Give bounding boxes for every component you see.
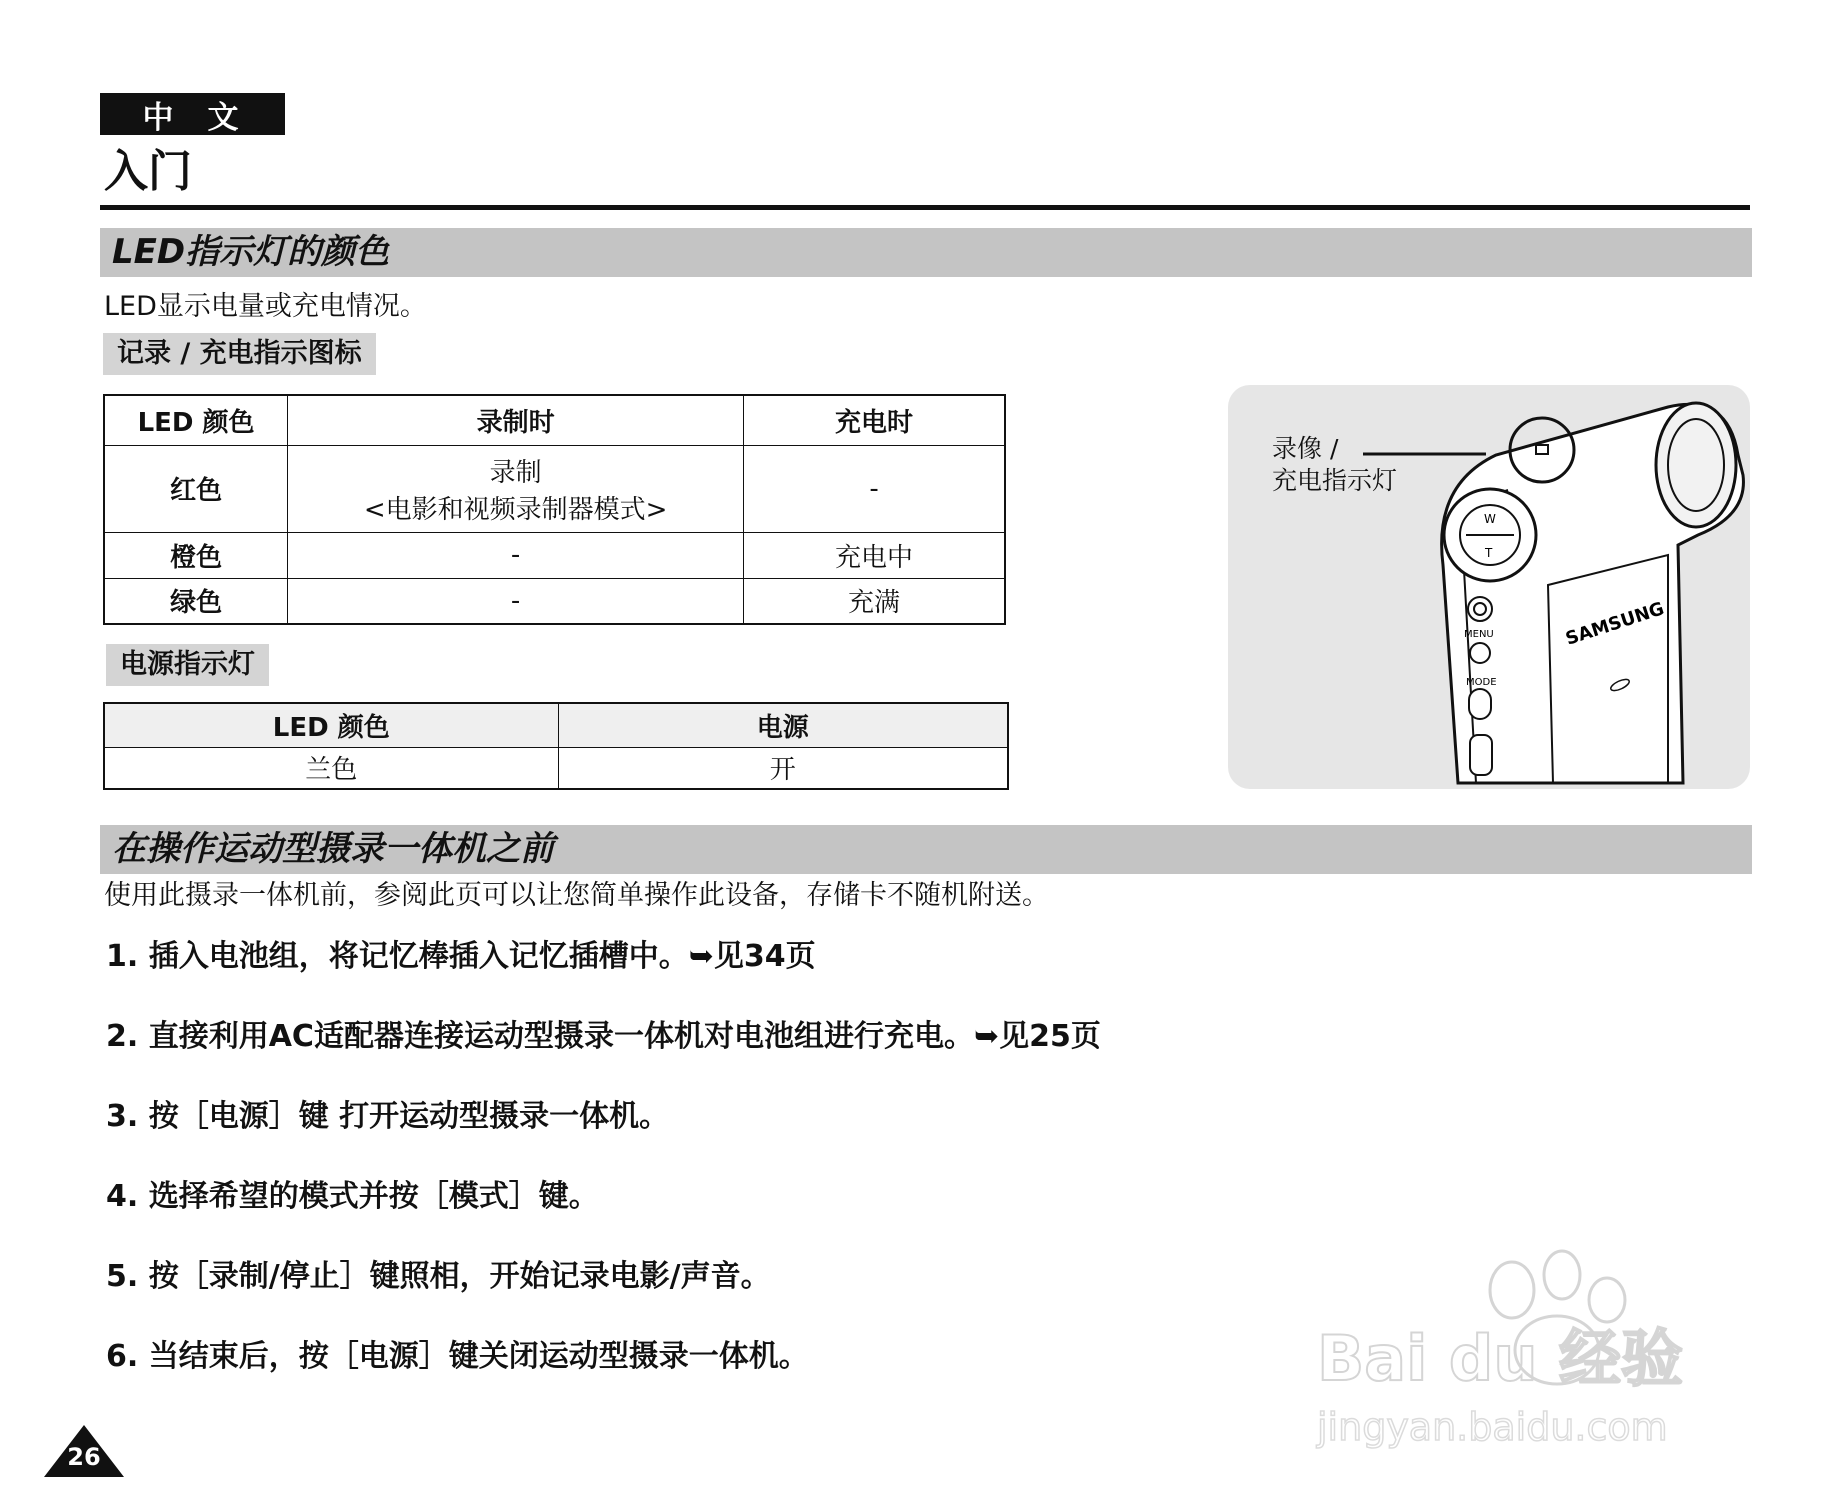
mode-label: MODE <box>1466 677 1497 688</box>
step-item: 2. 直接利用AC适配器连接运动型摄录一体机对电池组进行充电。➥见25页 <box>106 1019 1101 1054</box>
led-color-table <box>103 394 1006 625</box>
power-led-table <box>103 702 1009 790</box>
section-intro-before-use: 使用此摄录一体机前，参阅此页可以让您简单操作此设备，存储卡不随机附送。 <box>104 880 1049 911</box>
zoom-t-label: T <box>1485 546 1493 560</box>
callout-line: 录像 / <box>1272 434 1339 463</box>
table-cell: - <box>744 445 1005 532</box>
watermark-line2: jingyan.baidu.com <box>1317 1405 1668 1449</box>
mode-button <box>1469 689 1491 719</box>
table-cell: 充电中 <box>744 532 1005 578</box>
section-intro-led: LED显示电量或充电情况。 <box>104 291 427 322</box>
callout-line: 充电指示灯 <box>1272 466 1398 495</box>
baidu-watermark <box>1312 1240 1752 1455</box>
table-header: 录制时 <box>288 395 744 445</box>
table-header: LED 颜色 <box>104 703 558 747</box>
table-row <box>104 747 1008 789</box>
table-header: 电源 <box>558 703 1008 747</box>
table-cell: 兰色 <box>104 747 558 789</box>
table-cell: 开 <box>558 747 1008 789</box>
chapter-rule <box>100 205 1750 210</box>
table-header: 充电时 <box>744 395 1005 445</box>
cell-line: <电影和视频录制器模式> <box>363 494 668 525</box>
page-number: 26 <box>67 1443 101 1471</box>
table-header: LED 颜色 <box>104 395 288 445</box>
power-slider <box>1470 735 1492 775</box>
table-cell: 红色 <box>104 445 288 532</box>
table-row <box>104 445 1005 532</box>
table-cell: 绿色 <box>104 578 288 624</box>
record-button <box>1468 597 1492 621</box>
table-cell: - <box>288 578 744 624</box>
step-item: 5. 按［录制/停止］键照相，开始记录电影/声音。 <box>106 1259 771 1294</box>
table-cell: - <box>288 532 744 578</box>
step-item: 1. 插入电池组，将记忆棒插入记忆插槽中。➥见34页 <box>106 939 816 974</box>
subhead-record-charge: 记录 / 充电指示图标 <box>103 333 376 375</box>
section-title-before-use: 在操作运动型摄录一体机之前 <box>100 825 1752 874</box>
menu-label: MENU <box>1464 629 1494 640</box>
menu-button <box>1470 643 1490 663</box>
language-tag: 中文 <box>100 93 285 135</box>
table-row <box>104 578 1005 624</box>
table-row <box>104 532 1005 578</box>
step-item: 4. 选择希望的模式并按［模式］键。 <box>106 1179 599 1214</box>
step-item: 6. 当结束后，按［电源］键关闭运动型摄录一体机。 <box>106 1339 809 1374</box>
chapter-title: 入门 <box>104 146 192 197</box>
table-cell <box>288 445 744 532</box>
section-title-led: LED指示灯的颜色 <box>100 228 1752 277</box>
table-cell: 橙色 <box>104 532 288 578</box>
brand-logo: SAMSUNG <box>1563 598 1667 650</box>
camcorder-illustration <box>1228 385 1750 789</box>
watermark-line1: Bai du 经验 <box>1317 1322 1684 1395</box>
zoom-w-label: W <box>1484 512 1496 526</box>
table-cell: 充满 <box>744 578 1005 624</box>
subhead-power-led: 电源指示灯 <box>106 644 269 686</box>
step-item: 3. 按［电源］键 打开运动型摄录一体机。 <box>106 1099 670 1134</box>
cell-line: 录制 <box>489 457 542 488</box>
